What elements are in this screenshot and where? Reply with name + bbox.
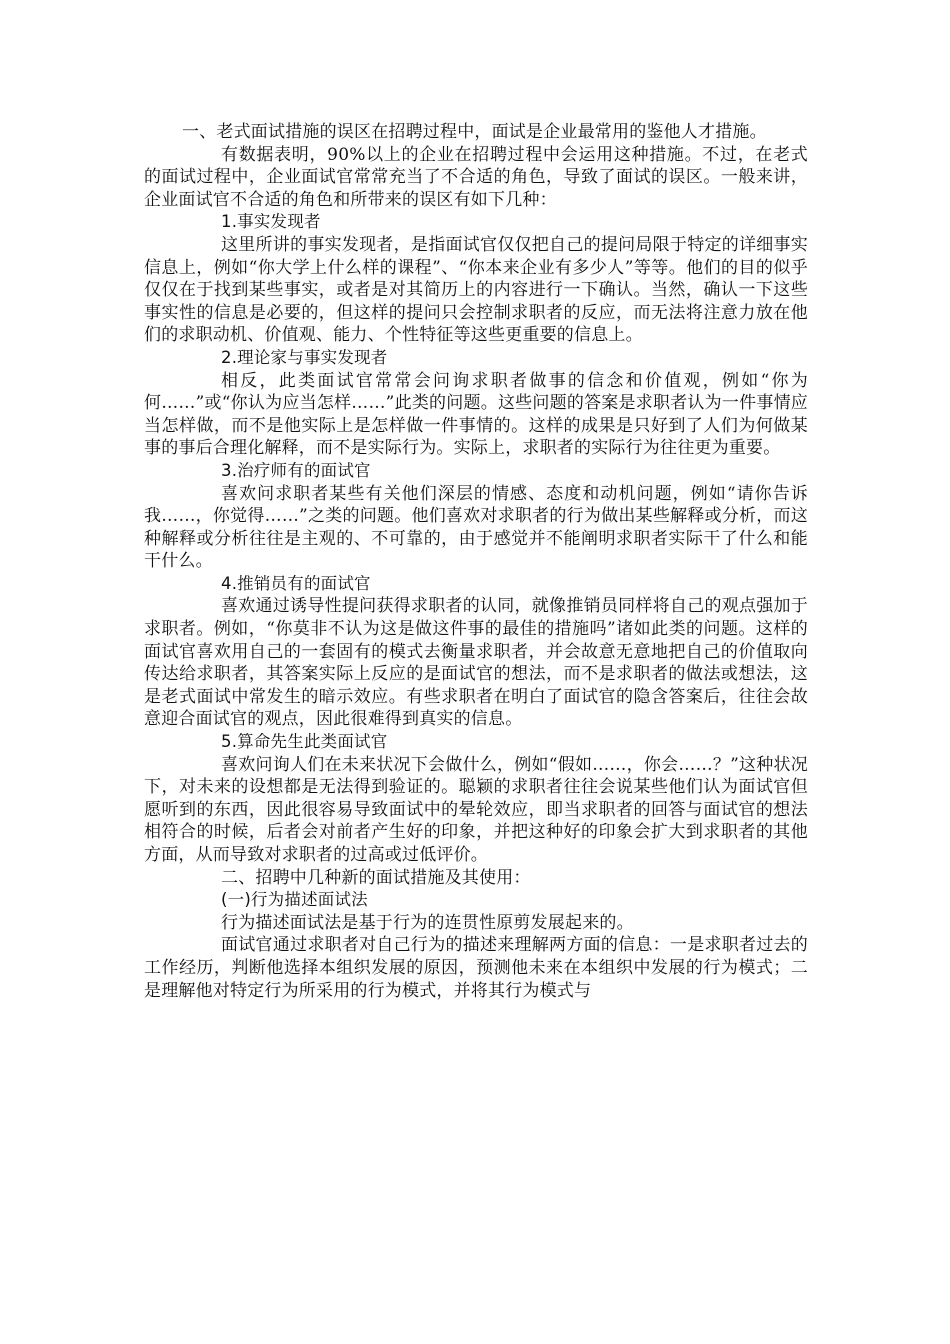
paragraph-intro: 一、老式面试措施的误区在招聘过程中，面试是企业最常用的鉴他人才措施。 bbox=[182, 122, 767, 142]
heading-fact-finder: 1.事实发现者 bbox=[221, 212, 321, 232]
paragraph-fact-finder: 这里所讲的事实发现者，是指面试官仅仅把自己的提问局限于特定的详细事实信息上，例如“你大学上什么样的课程”、“你本来企业有多少人”等等。他们的目的似乎仅仅在于找到某些事实，或者是对其简历上的内容进行一下确认。当然，确认一下这些事实性的信息是必要的，但这样的提问只会控制求职者的反应，而无法将注意力放在他们的求职动机、价值观、能力、个性特征等这些更重要的信息上。 bbox=[144, 234, 808, 346]
paragraph-therapist: 喜欢问求职者某些有关他们深层的情感、态度和动机问题，例如“请你告诉我……，你觉得……”之类的问题。他们喜欢对求职者的行为做出某些解释或分析，而这种解释或分析往往是主观的、不可靠的，由于感觉并不能阐明求职者实际干了什么和能干什么。 bbox=[144, 483, 808, 572]
heading-theorist: 2.理论家与事实发现者 bbox=[221, 347, 388, 367]
paragraph-statistics: 有数据表明，90%以上的企业在招聘过程中会运用这种措施。不过，在老式的面试过程中，企业面试官常常充当了不合适的角色，导致了面试的误区。一般来讲，企业面试官不合适的角色和所带来的误区有如下几种： bbox=[144, 144, 808, 210]
paragraph-theorist: 相反，此类面试官常常会问询求职者做事的信念和价值观，例如“你为何……”或“你认为应当怎样……”此类的问题。这些问题的答案是求职者认为一件事情应当怎样做，而不是他实际上是怎样做一件事情的。这样的成果是只好到了人们为何做某事的事后合理化解释，而不是实际行为。实际上，求职者的实际行为往往更为重要。 bbox=[144, 370, 808, 459]
heading-fortune-teller: 5.算命先生此类面试官 bbox=[221, 732, 388, 752]
heading-salesman: 4.推销员有的面试官 bbox=[221, 573, 371, 593]
heading-behavior-description: (一)行为描述面试法 bbox=[221, 890, 368, 910]
paragraph-fortune-teller: 喜欢问询人们在未来状况下会做什么，例如“假如……，你会……？”这种状况下，对未来的设想都是无法得到验证的。聪颖的求职者往往会说某些他们认为面试官但愿听到的东西，因此很容易导致面试中的晕轮效应，即当求职者的回答与面试官的想法相符合的时候，后者会对前者产生好的印象，并把这种好的印象会扩大到求职者的其他方面，从而导致对求职者的过高或过低评价。 bbox=[144, 754, 808, 865]
paragraph-behavior-details: 面试官通过求职者对自己行为的描述来理解两方面的信息：一是求职者过去的工作经历，判断他选择本组织发展的原因，预测他未来在本组织中发展的行为模式；二是理解他对特定行为所采用的行为模式，并将其行为模式与 bbox=[144, 935, 808, 1001]
paragraph-behavior-definition: 行为描述面试法是基于行为的连贯性原剪发展起来的。 bbox=[221, 912, 634, 933]
section-heading-new-methods: 二、招聘中几种新的面试措施及其使用： bbox=[221, 867, 531, 888]
heading-therapist: 3.治疗师有的面试官 bbox=[221, 460, 371, 480]
paragraph-salesman: 喜欢通过诱导性提问获得求职者的认同，就像推销员同样将自己的观点强加于求职者。例如，“你莫非不认为这是做这件事的最佳的措施吗”诸如此类的问题。这样的面试官喜欢用自己的一套固有的模式去衡量求职者，并会故意无意地把自己的价值取向传达给求职者，其答案实际上反应的是面试官的想法，而不是求职者的做法或想法，这是老式面试中常发生的暗示效应。有些求职者在明白了面试官的隐含答案后，往往会故意迎合面试官的观点，因此很难得到真实的信息。 bbox=[144, 596, 808, 730]
document-body bbox=[144, 121, 808, 1002]
